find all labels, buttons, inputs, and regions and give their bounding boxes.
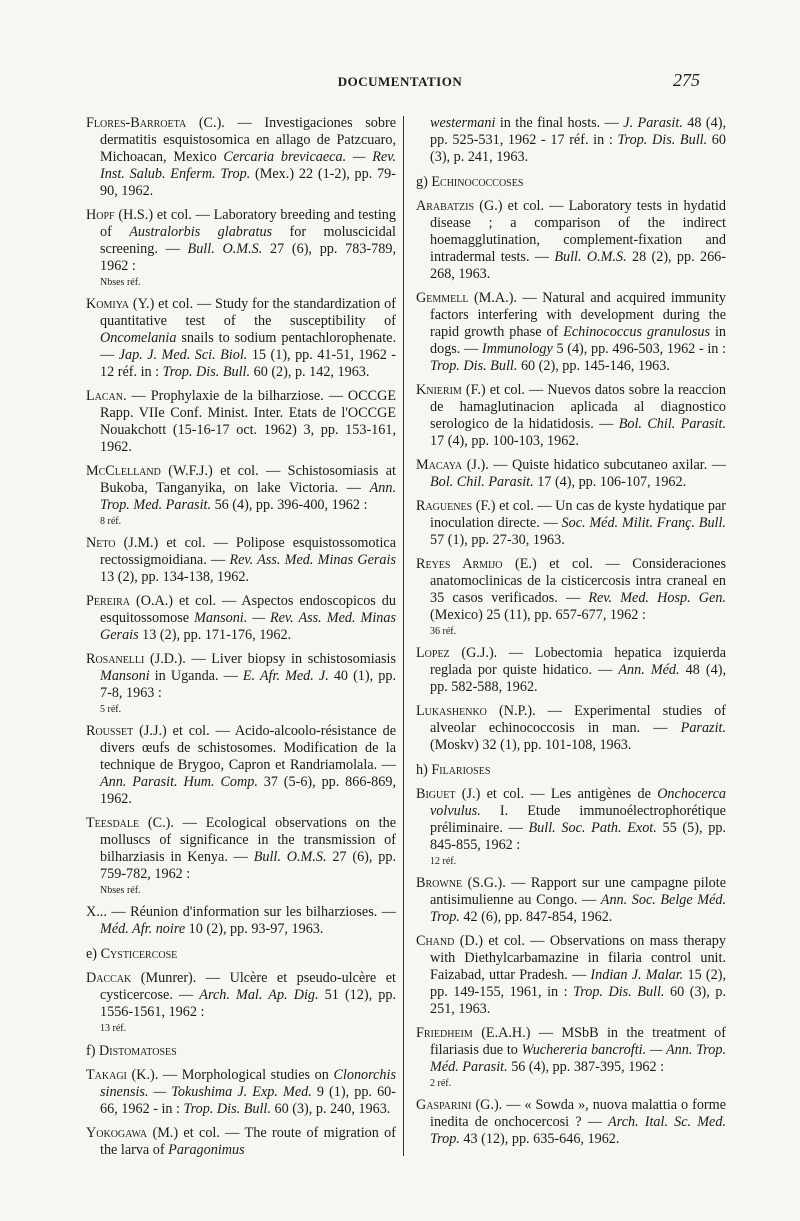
entry-text: (M.) et col. — The route of migration of the larva of bbox=[100, 1125, 396, 1158]
page-header bbox=[0, 70, 800, 94]
entry-text: in the final hosts. — bbox=[495, 115, 624, 131]
entry-text: (J.J.) et col. — Acido-alcoolo-résistance de divers œufs de schistosomes. Modification de la technique de Brygoo, Capron et Randriamolala. — bbox=[100, 723, 396, 773]
entry-text: 60 (3), p. 241, 1963. bbox=[430, 132, 726, 165]
entry-text: 60 (3), p. 251, 1963. bbox=[430, 984, 726, 1017]
entry-text: (D.) et col. — Observations on mass therapy with Diethylcarbamazine in filaria control unit. Faizabad, uttar Pradesh. — bbox=[430, 933, 726, 983]
entry-text: (J.). — Quiste hidatico subcutaneo axilar. — bbox=[462, 457, 726, 473]
entry-text: 55 (5), pp. 845-855, 1962 : bbox=[430, 820, 726, 853]
bibliography-entry bbox=[86, 904, 396, 938]
entry-text: 56 (4), pp. 387-395, 1962 : bbox=[507, 1059, 665, 1075]
bibliography-entry bbox=[416, 556, 726, 624]
author-name: Rousset bbox=[86, 723, 134, 739]
running-title: DOCUMENTATION bbox=[337, 74, 463, 89]
bibliography-entry bbox=[416, 457, 726, 491]
entry-text: I. Etude immunoélectrophorétique préliminaire. — bbox=[430, 803, 726, 836]
entry-text: 17 (4), pp. 106-107, 1962. bbox=[533, 474, 687, 490]
entry-text: (C.). — Investigaciones sobre dermatitis esquistosomica en allago de Patzcuaro, Michoacan, Mexico bbox=[100, 115, 396, 165]
entry-text: 13 (2), pp. 134-138, 1962. bbox=[100, 569, 249, 585]
journal-or-taxon-text: J. Parasit. bbox=[623, 115, 683, 131]
entry-text: 56 (4), pp. 396-400, 1962 : bbox=[211, 497, 368, 513]
section-letter: g) bbox=[416, 174, 432, 190]
journal-or-taxon-text: Ann. Méd. bbox=[618, 662, 680, 678]
author-name: Lukashenko bbox=[416, 703, 487, 719]
entry-text: 40 (1), pp. 7-8, 1963 : bbox=[100, 668, 396, 701]
journal-or-taxon-text: Echinococcus granulosus bbox=[563, 324, 711, 340]
bibliography-entry bbox=[86, 463, 396, 514]
entry-text: in dogs. — bbox=[430, 324, 726, 357]
reference-note: 8 réf. bbox=[100, 516, 122, 527]
entry-text: for moluscicidal screening. — bbox=[100, 224, 396, 257]
entry-text: 48 (4), pp. 582-588, 1962. bbox=[430, 662, 726, 695]
entry-text: 51 (12), pp. 1556-1561, 1962 : bbox=[100, 987, 396, 1020]
entry-text: (C.). — Ecological observations on the molluscs of significance in the transmission of bilharziasis in Kenya. — bbox=[100, 815, 396, 865]
entry-text: 17 (4), pp. 100-103, 1962. bbox=[430, 433, 579, 449]
entry-text: (F.) et col. — Nuevos datos sobre la reaccion de hamaglutinacion aplicada al diagnostico serologico de la hidatidosis. — bbox=[430, 382, 726, 432]
entry-text: (E.A.H.) — MSbB in the treatment of filariasis due to bbox=[430, 1025, 726, 1058]
entry-text: 60 (3), p. 240, 1963. bbox=[270, 1101, 391, 1117]
entry-text: (J.) et col. — Les antigènes de bbox=[455, 786, 658, 802]
entry-text: snails to sodium pentachlorophenate. — bbox=[100, 330, 396, 363]
entry-text: 9 (1), pp. 60-66, 1962 - in : bbox=[100, 1084, 396, 1117]
author-name: Gasparini bbox=[416, 1097, 472, 1113]
journal-or-taxon-text: Arch. Ital. Sc. Med. Trop. bbox=[430, 1114, 726, 1147]
author-name: Komiya bbox=[86, 296, 130, 312]
entry-text: 15 (1), pp. 41-51, 1962 - 12 réf. in : bbox=[100, 347, 397, 380]
section-letter: h) bbox=[416, 762, 432, 778]
entry-text: 5 (4), pp. 496-503, 1962 - in : bbox=[552, 341, 726, 357]
bibliography-entry-continued bbox=[416, 115, 726, 166]
bibliography-entry bbox=[416, 1025, 726, 1076]
journal-or-taxon-text: Parazit. bbox=[680, 720, 726, 736]
entry-text: (J.M.) et col. — Polipose esquistossomotica rectossigmoidiana. — bbox=[100, 535, 396, 568]
bibliography-entry bbox=[416, 498, 726, 549]
entry-text: (H.S.) et col. — Laboratory breeding and testing of bbox=[100, 207, 396, 240]
section-heading bbox=[86, 1043, 396, 1060]
page-number: 275 bbox=[673, 70, 700, 90]
journal-or-taxon-text: Onchocerca volvulus. bbox=[430, 786, 726, 819]
journal-or-taxon-text: E. Afr. Med. J. bbox=[242, 668, 329, 684]
author-name: Browne bbox=[416, 875, 463, 891]
author-name: Daccak bbox=[86, 970, 132, 986]
entry-text: 15 (2), pp. 149-155, 1961, in : bbox=[430, 967, 727, 1000]
reference-note: 2 réf. bbox=[430, 1078, 452, 1089]
entry-text: 13 (2), pp. 171-176, 1962. bbox=[138, 627, 292, 643]
section-label: Cysticercose bbox=[100, 946, 178, 962]
entry-text: . — Prophylaxie de la bilharziose. — OCCGE Rapp. VIIe Conf. Minist. Inter. Etats de l'OCCGE Nouakchott (15-16-17 oct. 1962) 3, pp. 153-161, 1962. bbox=[100, 388, 396, 455]
author-name: Lopez bbox=[416, 645, 450, 661]
entry-text: (E.) et col. — Consideraciones anatomoclinicas de la cisticercosis intra craneal en 35 casos verificados. — bbox=[430, 556, 726, 606]
entry-text: (Mex.) 22 (1-2), pp. 79-90, 1962. bbox=[100, 166, 396, 199]
column-divider bbox=[403, 116, 404, 1156]
section-letter: e) bbox=[86, 946, 101, 962]
journal-or-taxon-text: Ann. Parasit. Hum. Comp. bbox=[100, 774, 258, 790]
reference-note: Nbses réf. bbox=[100, 885, 141, 896]
section-label: Filarioses bbox=[431, 762, 491, 778]
entry-text: 60 (2), p. 142, 1963. bbox=[250, 364, 370, 380]
journal-or-taxon-text: westermani bbox=[430, 115, 496, 131]
journal-or-taxon-text: Indian J. Malar. bbox=[590, 967, 684, 983]
entry-text: (K.). — Morphological studies on bbox=[126, 1067, 334, 1083]
entry-text: 48 (4), pp. 525-531, 1962 - 17 réf. in : bbox=[430, 115, 727, 148]
entry-text: 28 (2), pp. 266-268, 1963. bbox=[430, 249, 726, 282]
entry-text: (G.) et col. — Laboratory tests in hydatid disease ; a comparison of the indirect hoemagglutination, complement-fixation and intradermal tests. — bbox=[430, 198, 726, 265]
entry-text: 27 (6), pp. 759-782, 1962 : bbox=[100, 849, 396, 882]
journal-or-taxon-text: Mansoni bbox=[100, 668, 150, 684]
entry-text: (O.A.) et col. — Aspectos endoscopicos du esquitossomose bbox=[100, 593, 396, 626]
entry-text: 10 (2), pp. 93-97, 1963. bbox=[185, 921, 324, 937]
bibliography-entry bbox=[416, 382, 726, 450]
journal-or-taxon-text: Ann. Trop. Med. Parasit. bbox=[100, 480, 396, 513]
bibliography-entry bbox=[86, 815, 396, 883]
bibliography-entry bbox=[416, 1097, 726, 1148]
bibliography-entry bbox=[416, 703, 726, 754]
author-name: Macaya bbox=[416, 457, 463, 473]
entry-text: 42 (6), pp. 847-854, 1962. bbox=[459, 909, 613, 925]
journal-or-taxon-text: Trop. Dis. Bull. bbox=[183, 1101, 271, 1117]
journal-or-taxon-text: Clonorchis sinensis. — Tokushima J. Exp. Med. bbox=[100, 1067, 396, 1100]
entry-text: X... — Réunion d'information sur les bilharzioses. — bbox=[86, 904, 396, 920]
author-name: Yokogawa bbox=[86, 1125, 148, 1141]
entry-text: (M.A.). — Natural and acquired immunity factors interfering with development during the rapid growth phase of bbox=[430, 290, 726, 340]
journal-or-taxon-text: Bull. Soc. Path. Exot. bbox=[528, 820, 657, 836]
author-name: Reyes Armijo bbox=[416, 556, 503, 572]
journal-or-taxon-text: Mansoni. — Rev. Ass. Med. Minas Gerais bbox=[100, 610, 396, 643]
author-name: Gemmell bbox=[416, 290, 469, 306]
journal-or-taxon-text: Rev. Med. Hosp. Gen. bbox=[588, 590, 726, 606]
author-name: Knierim bbox=[416, 382, 462, 398]
section-label: Distomatoses bbox=[99, 1043, 177, 1059]
bibliography-entry bbox=[86, 1125, 396, 1159]
bibliography-entry bbox=[416, 198, 726, 283]
bibliography-entry bbox=[416, 933, 726, 1018]
author-name: Neto bbox=[86, 535, 116, 551]
journal-or-taxon-text: Ann. Soc. Belge Méd. Trop. bbox=[430, 892, 727, 925]
journal-or-taxon-text: Soc. Méd. Milit. Franç. Bull. bbox=[561, 515, 726, 531]
reference-note: 5 réf. bbox=[100, 704, 122, 715]
reference-note: 36 réf. bbox=[430, 626, 457, 637]
journal-or-taxon-text: Trop. Dis. Bull. bbox=[573, 984, 665, 1000]
bibliography-entry bbox=[86, 388, 396, 456]
left-column bbox=[86, 115, 396, 1166]
entry-text: (Munrer). — Ulcère et pseudo-ulcère et cysticercose. — bbox=[100, 970, 396, 1003]
section-label: Echinococcoses bbox=[431, 174, 524, 190]
author-name: Takagi bbox=[86, 1067, 127, 1083]
bibliography-entry bbox=[416, 786, 726, 854]
bibliography-entry bbox=[86, 115, 396, 200]
journal-or-taxon-text: Cercaria brevicaeca. — Rev. Inst. Salub. Enferm. Trop. bbox=[100, 149, 396, 182]
journal-or-taxon-text: Trop. Dis. Bull. bbox=[162, 364, 251, 380]
bibliography-entry bbox=[86, 296, 396, 381]
journal-or-taxon-text: Paragonimus bbox=[168, 1142, 245, 1158]
author-name: McClelland bbox=[86, 463, 161, 479]
journal-or-taxon-text: Arch. Mal. Ap. Dig. bbox=[199, 987, 319, 1003]
bibliography-entry bbox=[416, 645, 726, 696]
author-name: Biguet bbox=[416, 786, 456, 802]
entry-text: in Uganda. — bbox=[149, 668, 243, 684]
journal-or-taxon-text: Wuchereria bancrofti. — Ann. Trop. Méd. Parasit. bbox=[430, 1042, 726, 1075]
bibliography-entry bbox=[416, 290, 726, 375]
right-column bbox=[416, 115, 726, 1155]
entry-text: (Moskv) 32 (1), pp. 101-108, 1963. bbox=[430, 737, 632, 753]
author-name: Rosanelli bbox=[86, 651, 145, 667]
section-heading bbox=[416, 762, 726, 779]
entry-text: (J.D.). — Liver biopsy in schistosomiasis bbox=[144, 651, 396, 667]
entry-text: 60 (2), pp. 145-146, 1963. bbox=[517, 358, 670, 374]
section-heading bbox=[416, 174, 726, 191]
journal-or-taxon-text: Oncomelania bbox=[100, 330, 177, 346]
journal-or-taxon-text: Trop. Dis. Bull. bbox=[430, 358, 518, 374]
entry-text: (S.G.). — Rapport sur une campagne pilote antisimulienne au Congo. — bbox=[430, 875, 726, 908]
author-name: Lacan bbox=[86, 388, 124, 404]
author-name: Chand bbox=[416, 933, 455, 949]
journal-or-taxon-text: Jap. J. Med. Sci. Biol. bbox=[118, 347, 248, 363]
journal-or-taxon-text: Bol. Chil. Parasit. bbox=[430, 474, 534, 490]
author-name: Pereira bbox=[86, 593, 130, 609]
bibliography-entry bbox=[86, 593, 396, 644]
bibliography-entry bbox=[86, 207, 396, 275]
entry-text: 27 (6), pp. 783-789, 1962 : bbox=[100, 241, 396, 274]
entry-text: (F.) et col. — Un cas de kyste hydatique par inoculation directe. — bbox=[430, 498, 726, 531]
entry-text: (Y.) et col. — Study for the standardization of quantitative test of the susceptibility of bbox=[100, 296, 396, 329]
bibliography-entry bbox=[86, 535, 396, 586]
entry-text: (W.F.J.) et col. — Schistosomiasis at Bukoba, Tanganyika, on lake Victoria. — bbox=[100, 463, 396, 496]
bibliography-entry bbox=[416, 875, 726, 926]
bibliography-entry bbox=[86, 651, 396, 702]
author-name: Flores-Barroeta bbox=[86, 115, 187, 131]
reference-note: 12 réf. bbox=[430, 856, 457, 867]
journal-or-taxon-text: Bull. O.M.S. bbox=[253, 849, 327, 865]
journal-or-taxon-text: Trop. Dis. Bull. bbox=[617, 132, 708, 148]
author-name: Arabatzis bbox=[416, 198, 475, 214]
journal-or-taxon-text: Méd. Afr. noire bbox=[100, 921, 186, 937]
entry-text: (G.). — « Sowda », nuova malattia o forme inedita de onchocercosi ? — bbox=[430, 1097, 726, 1130]
journal-or-taxon-text: Rev. Ass. Med. Minas Gerais bbox=[229, 552, 396, 568]
reference-note: Nbses réf. bbox=[100, 277, 141, 288]
journal-or-taxon-text: Australorbis glabratus bbox=[129, 224, 273, 240]
author-name: Friedheim bbox=[416, 1025, 473, 1041]
entry-text: 37 (5-6), pp. 866-869, 1962. bbox=[100, 774, 396, 807]
reference-note: 13 réf. bbox=[100, 1023, 127, 1034]
bibliography-entry bbox=[86, 1067, 396, 1118]
entry-text: 57 (1), pp. 27-30, 1963. bbox=[430, 532, 565, 548]
entry-text: (G.J.). — Lobectomia hepatica izquierda reglada por quiste hidatico. — bbox=[430, 645, 726, 678]
section-heading bbox=[86, 946, 396, 963]
entry-text: 43 (12), pp. 635-646, 1962. bbox=[459, 1131, 620, 1147]
author-name: Teesdale bbox=[86, 815, 140, 831]
journal-or-taxon-text: Bol. Chil. Parasit. bbox=[618, 416, 726, 432]
section-letter: f) bbox=[86, 1043, 99, 1059]
author-name: Raguenes bbox=[416, 498, 473, 514]
entry-text: (N.P.). — Experimental studies of alveolar echinococcosis in man. — bbox=[430, 703, 726, 736]
journal-or-taxon-text: Bull. O.M.S. bbox=[554, 249, 627, 265]
bibliography-entry bbox=[86, 723, 396, 808]
entry-text: (Mexico) 25 (11), pp. 657-677, 1962 : bbox=[430, 607, 646, 623]
bibliography-entry bbox=[86, 970, 396, 1021]
journal-or-taxon-text: Bull. O.M.S. bbox=[187, 241, 263, 257]
journal-or-taxon-text: Immunology bbox=[481, 341, 553, 357]
author-name: Hopf bbox=[86, 207, 115, 223]
